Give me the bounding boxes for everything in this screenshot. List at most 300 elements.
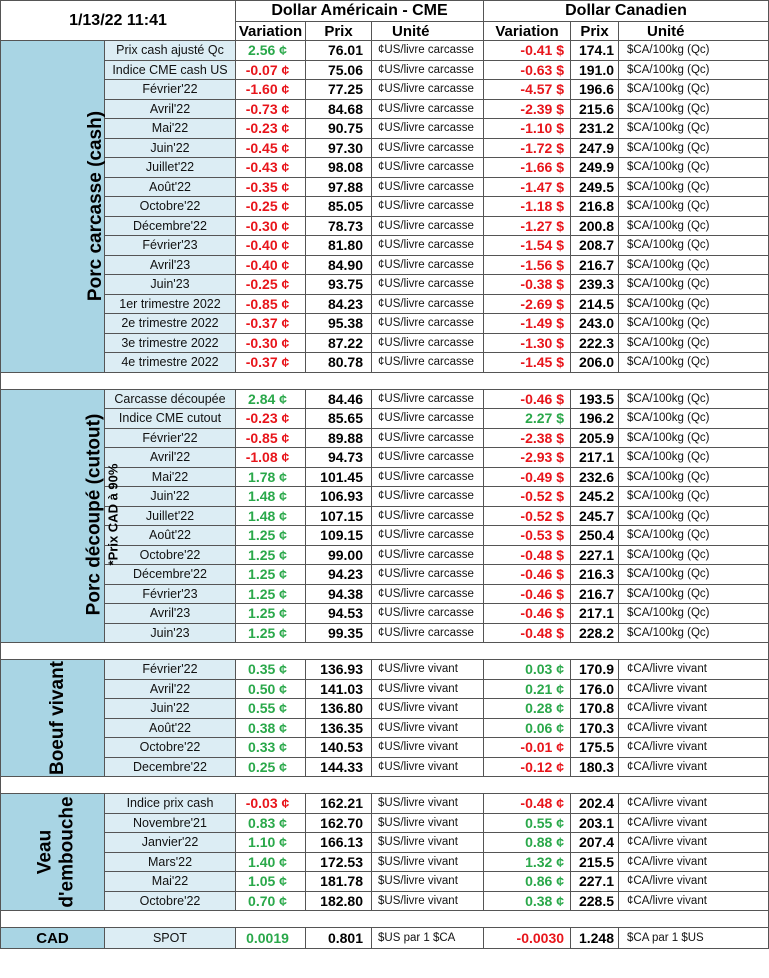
cad-variation: 0.28 ¢ (484, 699, 571, 719)
boeuf-vivant-section-title (1, 660, 105, 777)
section-title: Boeuf vivant (47, 660, 69, 776)
usd-price: 84.90 (306, 255, 372, 275)
usd-price: 87.22 (306, 333, 372, 353)
usd-price: 94.53 (306, 604, 372, 624)
row-label: Avril'22 (105, 448, 236, 468)
usd-unit: ¢US/livre carcasse (372, 60, 484, 80)
row-label: Mai'22 (105, 872, 236, 892)
section-subtitle: *Prix CAD à 90% (105, 463, 121, 566)
row-label: Mai'22 (105, 467, 236, 487)
usd-price: 93.75 (306, 275, 372, 295)
porc-decoupe-section-title (1, 389, 121, 643)
usd-unit: ¢US/livre carcasse (372, 294, 484, 314)
cad-unit: $CA/100kg (Qc) (619, 506, 769, 526)
usd-variation: -0.03 ¢ (236, 794, 306, 814)
usd-variation: 0.25 ¢ (236, 757, 306, 777)
row-label: Janvier'22 (105, 833, 236, 853)
usd-variation: 1.25 ¢ (236, 623, 306, 643)
row-label: Indice CME cutout (105, 409, 236, 429)
usd-price: 97.88 (306, 177, 372, 197)
cad-variation: -0.46 $ (484, 389, 571, 409)
cad-price: 215.6 (571, 99, 619, 119)
usd-price: 90.75 (306, 119, 372, 139)
usd-unit: ¢US/livre vivant (372, 718, 484, 738)
usd-variation: -0.07 ¢ (236, 60, 306, 80)
cad-unit: $CA/100kg (Qc) (619, 389, 769, 409)
usd-unit: ¢US/livre vivant (372, 699, 484, 719)
row-label: Décembre'22 (105, 216, 236, 236)
usd-variation: 1.78 ¢ (236, 467, 306, 487)
cad-price: 231.2 (571, 119, 619, 139)
table-row (1, 833, 769, 853)
cad-price: 170.3 (571, 718, 619, 738)
cad-price: 216.7 (571, 255, 619, 275)
cad-variation: -0.46 $ (484, 584, 571, 604)
usd-price: 107.15 (306, 506, 372, 526)
usd-unit: ¢US/livre carcasse (372, 197, 484, 217)
cad-price: 247.9 (571, 138, 619, 158)
cad-unit: $CA/100kg (Qc) (619, 255, 769, 275)
table-row (1, 794, 769, 814)
usd-price: 94.23 (306, 565, 372, 585)
row-label: Juillet'22 (105, 506, 236, 526)
usd-price: 172.53 (306, 852, 372, 872)
usd-variation: 1.25 ¢ (236, 526, 306, 546)
section-title: Veau d'embouche (34, 796, 78, 908)
usd-variation: -0.45 ¢ (236, 138, 306, 158)
usd-variation: -0.73 ¢ (236, 99, 306, 119)
cad-price: 239.3 (571, 275, 619, 295)
usd-unit: ¢US/livre carcasse (372, 275, 484, 295)
usd-unit: ¢US/livre carcasse (372, 80, 484, 100)
usd-variation: -0.23 ¢ (236, 409, 306, 429)
cad-unit: $CA/100kg (Qc) (619, 314, 769, 334)
cad-price: 180.3 (571, 757, 619, 777)
usd-spot-variation: 0.0019 (236, 928, 306, 949)
cad-variation: -1.54 $ (484, 236, 571, 256)
cad-unit: $CA/100kg (Qc) (619, 60, 769, 80)
table-row (1, 699, 769, 719)
cad-variation: -1.49 $ (484, 314, 571, 334)
usd-price: 77.25 (306, 80, 372, 100)
row-label: 3e trimestre 2022 (105, 333, 236, 353)
table-row (1, 813, 769, 833)
cad-spot-unit: $CA par 1 $US (619, 928, 769, 949)
porc-carcasse-section-title (1, 41, 105, 373)
row-label: Novembre'21 (105, 813, 236, 833)
cad-unit: $CA/100kg (Qc) (619, 333, 769, 353)
usd-price: 78.73 (306, 216, 372, 236)
usd-unit: ¢US/livre carcasse (372, 428, 484, 448)
usd-price: 162.70 (306, 813, 372, 833)
usd-unit-header: Unité (372, 22, 484, 41)
table-row (1, 389, 769, 409)
usd-variation: 1.48 ¢ (236, 487, 306, 507)
cad-variation: 0.88 ¢ (484, 833, 571, 853)
cad-unit: $CA/100kg (Qc) (619, 487, 769, 507)
row-label: Avril'23 (105, 255, 236, 275)
usd-price: 84.68 (306, 99, 372, 119)
usd-unit: ¢US/livre carcasse (372, 389, 484, 409)
usd-unit: $US/livre vivant (372, 813, 484, 833)
cad-price: 206.0 (571, 353, 619, 373)
usd-spot-price: 0.801 (306, 928, 372, 949)
table-row (1, 718, 769, 738)
cad-price: 216.3 (571, 565, 619, 585)
cad-unit: $CA/100kg (Qc) (619, 565, 769, 585)
usd-price: 144.33 (306, 757, 372, 777)
cad-unit: $CA/100kg (Qc) (619, 526, 769, 546)
usd-price: 98.08 (306, 158, 372, 178)
usd-price: 101.45 (306, 467, 372, 487)
table-row (1, 99, 769, 119)
usd-price: 182.80 (306, 891, 372, 911)
section-spacer (1, 777, 769, 794)
cad-unit: $CA/100kg (Qc) (619, 623, 769, 643)
cad-variation: 0.03 ¢ (484, 660, 571, 680)
usd-variation: 2.84 ¢ (236, 389, 306, 409)
usd-variation: 0.50 ¢ (236, 679, 306, 699)
table-row (1, 333, 769, 353)
row-label: Decembre'22 (105, 757, 236, 777)
usd-variation: -0.85 ¢ (236, 294, 306, 314)
usd-price: 136.80 (306, 699, 372, 719)
table-row (1, 314, 769, 334)
cad-variation: -2.39 $ (484, 99, 571, 119)
cad-price: 245.2 (571, 487, 619, 507)
cad-price: 214.5 (571, 294, 619, 314)
usd-variation: -1.60 ¢ (236, 80, 306, 100)
usd-unit: $US/livre vivant (372, 852, 484, 872)
cad-price: 227.1 (571, 872, 619, 892)
cad-unit: ¢CA/livre vivant (619, 757, 769, 777)
cad-variation: -0.46 $ (484, 565, 571, 585)
cad-unit: ¢CA/livre vivant (619, 833, 769, 853)
cad-variation: -0.01 ¢ (484, 738, 571, 758)
usd-unit: ¢US/livre carcasse (372, 41, 484, 61)
usd-variation: 1.25 ¢ (236, 565, 306, 585)
cad-price: 200.8 (571, 216, 619, 236)
table-row (1, 236, 769, 256)
usd-price: 109.15 (306, 526, 372, 546)
usd-unit: ¢US/livre vivant (372, 757, 484, 777)
timestamp: 1/13/22 11:41 (1, 1, 236, 41)
cad-variation: 0.21 ¢ (484, 679, 571, 699)
usd-unit: $US/livre vivant (372, 794, 484, 814)
usd-unit: ¢US/livre carcasse (372, 545, 484, 565)
usd-variation: 0.83 ¢ (236, 813, 306, 833)
usd-variation: 0.33 ¢ (236, 738, 306, 758)
cad-unit: ¢CA/livre vivant (619, 872, 769, 892)
usd-price: 85.65 (306, 409, 372, 429)
cad-variation: -1.66 $ (484, 158, 571, 178)
cad-variation: -1.27 $ (484, 216, 571, 236)
row-label: Prix cash ajusté Qc (105, 41, 236, 61)
usd-variation: 1.25 ¢ (236, 604, 306, 624)
cad-variation: 1.32 ¢ (484, 852, 571, 872)
cad-unit: ¢CA/livre vivant (619, 660, 769, 680)
cad-section-title: CAD (1, 928, 105, 949)
usd-variation: -0.37 ¢ (236, 314, 306, 334)
usd-variation: -0.23 ¢ (236, 119, 306, 139)
row-label: Février'23 (105, 236, 236, 256)
cad-price: 232.6 (571, 467, 619, 487)
cad-price: 250.4 (571, 526, 619, 546)
cad-unit: $CA/100kg (Qc) (619, 428, 769, 448)
row-label: 4e trimestre 2022 (105, 353, 236, 373)
usd-variation: 1.25 ¢ (236, 545, 306, 565)
cad-unit: ¢CA/livre vivant (619, 718, 769, 738)
row-label: Octobre'22 (105, 891, 236, 911)
usd-unit: ¢US/livre carcasse (372, 99, 484, 119)
cad-price: 207.4 (571, 833, 619, 853)
cad-price: 191.0 (571, 60, 619, 80)
cad-variation: -2.38 $ (484, 428, 571, 448)
row-label: Août'22 (105, 526, 236, 546)
usd-variation: -0.35 ¢ (236, 177, 306, 197)
usd-unit: ¢US/livre carcasse (372, 353, 484, 373)
cad-unit-header: Unité (619, 22, 769, 41)
row-label: Octobre'22 (105, 197, 236, 217)
row-label: Mars'22 (105, 852, 236, 872)
usd-unit: ¢US/livre carcasse (372, 506, 484, 526)
usd-unit: ¢US/livre carcasse (372, 448, 484, 468)
cad-unit: $CA/100kg (Qc) (619, 409, 769, 429)
cad-unit: $CA/100kg (Qc) (619, 604, 769, 624)
table-row (1, 60, 769, 80)
table-row (1, 197, 769, 217)
row-label: Avril'23 (105, 604, 236, 624)
cad-spot-row (1, 928, 769, 949)
cad-spot-price: 1.248 (571, 928, 619, 949)
cad-unit: ¢CA/livre vivant (619, 813, 769, 833)
cad-unit: $CA/100kg (Qc) (619, 584, 769, 604)
usd-variation-header: Variation (236, 22, 306, 41)
usd-unit: ¢US/livre carcasse (372, 216, 484, 236)
usd-price: 99.35 (306, 623, 372, 643)
row-label: Avril'22 (105, 679, 236, 699)
usd-unit: ¢US/livre carcasse (372, 623, 484, 643)
usd-price: 166.13 (306, 833, 372, 853)
cad-variation: -2.69 $ (484, 294, 571, 314)
usd-variation: -0.30 ¢ (236, 333, 306, 353)
usd-price: 76.01 (306, 41, 372, 61)
row-label: Avril'22 (105, 99, 236, 119)
cad-price: 170.9 (571, 660, 619, 680)
cad-unit: $CA/100kg (Qc) (619, 545, 769, 565)
row-label: Juillet'22 (105, 158, 236, 178)
usd-variation: 0.38 ¢ (236, 718, 306, 738)
cad-price: 175.5 (571, 738, 619, 758)
cad-unit: $CA/100kg (Qc) (619, 158, 769, 178)
usd-variation: 2.56 ¢ (236, 41, 306, 61)
row-label: Juin'23 (105, 275, 236, 295)
cad-price: 174.1 (571, 41, 619, 61)
usd-variation: 0.55 ¢ (236, 699, 306, 719)
cad-price: 245.7 (571, 506, 619, 526)
cad-price: 203.1 (571, 813, 619, 833)
table-row (1, 852, 769, 872)
cad-variation: -0.41 $ (484, 41, 571, 61)
section-spacer (1, 643, 769, 660)
cad-unit: $CA/100kg (Qc) (619, 448, 769, 468)
table-row (1, 679, 769, 699)
cad-price: 176.0 (571, 679, 619, 699)
cad-price: 217.1 (571, 604, 619, 624)
usd-unit: ¢US/livre carcasse (372, 255, 484, 275)
usd-variation: -0.30 ¢ (236, 216, 306, 236)
usd-price: 162.21 (306, 794, 372, 814)
table-row (1, 660, 769, 680)
cad-variation: -1.10 $ (484, 119, 571, 139)
cad-variation: -1.18 $ (484, 197, 571, 217)
cad-variation: 2.27 $ (484, 409, 571, 429)
usd-unit: $US/livre vivant (372, 872, 484, 892)
cad-variation: -2.93 $ (484, 448, 571, 468)
cad-unit: $CA/100kg (Qc) (619, 197, 769, 217)
usd-price: 84.46 (306, 389, 372, 409)
cad-variation: -0.49 $ (484, 467, 571, 487)
section-spacer (1, 911, 769, 928)
row-label: Juin'22 (105, 138, 236, 158)
usd-variation: 1.10 ¢ (236, 833, 306, 853)
cad-price: 249.5 (571, 177, 619, 197)
cad-unit: $CA/100kg (Qc) (619, 467, 769, 487)
cad-price: 217.1 (571, 448, 619, 468)
usd-price: 85.05 (306, 197, 372, 217)
cad-unit: ¢CA/livre vivant (619, 679, 769, 699)
usd-unit: ¢US/livre carcasse (372, 565, 484, 585)
usd-variation: -0.37 ¢ (236, 353, 306, 373)
cad-price: 216.8 (571, 197, 619, 217)
cad-price: 243.0 (571, 314, 619, 334)
usd-price: 75.06 (306, 60, 372, 80)
usd-variation: -0.25 ¢ (236, 275, 306, 295)
row-label: Indice CME cash US (105, 60, 236, 80)
cad-price: 196.6 (571, 80, 619, 100)
usd-unit: $US/livre vivant (372, 891, 484, 911)
cad-variation: 0.38 ¢ (484, 891, 571, 911)
usd-unit: ¢US/livre carcasse (372, 177, 484, 197)
row-label: Indice prix cash (105, 794, 236, 814)
cad-price: 249.9 (571, 158, 619, 178)
cad-unit: $CA/100kg (Qc) (619, 236, 769, 256)
row-label: Juin'22 (105, 487, 236, 507)
table-row (1, 158, 769, 178)
row-label: Octobre'22 (105, 545, 236, 565)
table-row (1, 623, 769, 643)
usd-price: 89.88 (306, 428, 372, 448)
table-row (1, 138, 769, 158)
table-row (1, 255, 769, 275)
cad-unit: $CA/100kg (Qc) (619, 119, 769, 139)
usd-price: 94.73 (306, 448, 372, 468)
cad-unit: ¢CA/livre vivant (619, 738, 769, 758)
cad-variation: 0.06 ¢ (484, 718, 571, 738)
usd-variation: 1.25 ¢ (236, 584, 306, 604)
cad-variation-header: Variation (484, 22, 571, 41)
row-label: Décembre'22 (105, 565, 236, 585)
table-row (1, 294, 769, 314)
usd-price: 81.80 (306, 236, 372, 256)
cad-price: 170.8 (571, 699, 619, 719)
usd-price: 181.78 (306, 872, 372, 892)
usd-unit: ¢US/livre carcasse (372, 467, 484, 487)
section-title: Porc découpé (cutout) (83, 413, 105, 616)
cad-variation: -1.45 $ (484, 353, 571, 373)
cad-price: 227.1 (571, 545, 619, 565)
cad-variation: -0.53 $ (484, 526, 571, 546)
row-label: Août'22 (105, 718, 236, 738)
usd-price: 80.78 (306, 353, 372, 373)
usd-unit: ¢US/livre carcasse (372, 236, 484, 256)
row-label: Février'22 (105, 660, 236, 680)
usd-unit: ¢US/livre carcasse (372, 584, 484, 604)
row-label: Février'23 (105, 584, 236, 604)
table-row (1, 41, 769, 61)
section-title: Porc carcasse (cash) (85, 111, 107, 302)
row-label: Octobre'22 (105, 738, 236, 758)
cad-unit: $CA/100kg (Qc) (619, 80, 769, 100)
row-label: Février'22 (105, 428, 236, 448)
cad-variation: -0.48 $ (484, 623, 571, 643)
table-row (1, 738, 769, 758)
cad-variation: -0.12 ¢ (484, 757, 571, 777)
cad-price: 228.5 (571, 891, 619, 911)
usd-price: 141.03 (306, 679, 372, 699)
cad-price: 208.7 (571, 236, 619, 256)
usd-unit: ¢US/livre vivant (372, 660, 484, 680)
cad-unit: ¢CA/livre vivant (619, 891, 769, 911)
spot-label: SPOT (105, 928, 236, 949)
usd-unit: ¢US/livre carcasse (372, 604, 484, 624)
cad-variation: -0.38 $ (484, 275, 571, 295)
cad-variation: -0.52 $ (484, 506, 571, 526)
usd-price: 136.35 (306, 718, 372, 738)
usd-price: 97.30 (306, 138, 372, 158)
cad-variation: -1.72 $ (484, 138, 571, 158)
cad-price-header: Prix (571, 22, 619, 41)
cad-unit: ¢CA/livre vivant (619, 852, 769, 872)
usd-price: 140.53 (306, 738, 372, 758)
usd-spot-unit: $US par 1 $CA (372, 928, 484, 949)
cad-price: 228.2 (571, 623, 619, 643)
table-row (1, 177, 769, 197)
usd-unit: ¢US/livre carcasse (372, 333, 484, 353)
table-row (1, 119, 769, 139)
usd-variation: -1.08 ¢ (236, 448, 306, 468)
usd-unit: ¢US/livre carcasse (372, 526, 484, 546)
usd-variation: 0.35 ¢ (236, 660, 306, 680)
cad-variation: -4.57 $ (484, 80, 571, 100)
cad-price: 196.2 (571, 409, 619, 429)
cad-unit: $CA/100kg (Qc) (619, 138, 769, 158)
table-row (1, 216, 769, 236)
usd-price: 84.23 (306, 294, 372, 314)
cad-spot-variation: -0.0030 (484, 928, 571, 949)
cad-unit: $CA/100kg (Qc) (619, 99, 769, 119)
usd-variation: 1.05 ¢ (236, 872, 306, 892)
usd-variation: 1.48 ¢ (236, 506, 306, 526)
cad-unit: ¢CA/livre vivant (619, 699, 769, 719)
usd-variation: -0.25 ¢ (236, 197, 306, 217)
cad-variation: -0.52 $ (484, 487, 571, 507)
row-label: Février'22 (105, 80, 236, 100)
cad-unit: $CA/100kg (Qc) (619, 41, 769, 61)
cad-section-title: Dollar Canadien (484, 1, 769, 22)
usd-price: 95.38 (306, 314, 372, 334)
cad-price: 205.9 (571, 428, 619, 448)
